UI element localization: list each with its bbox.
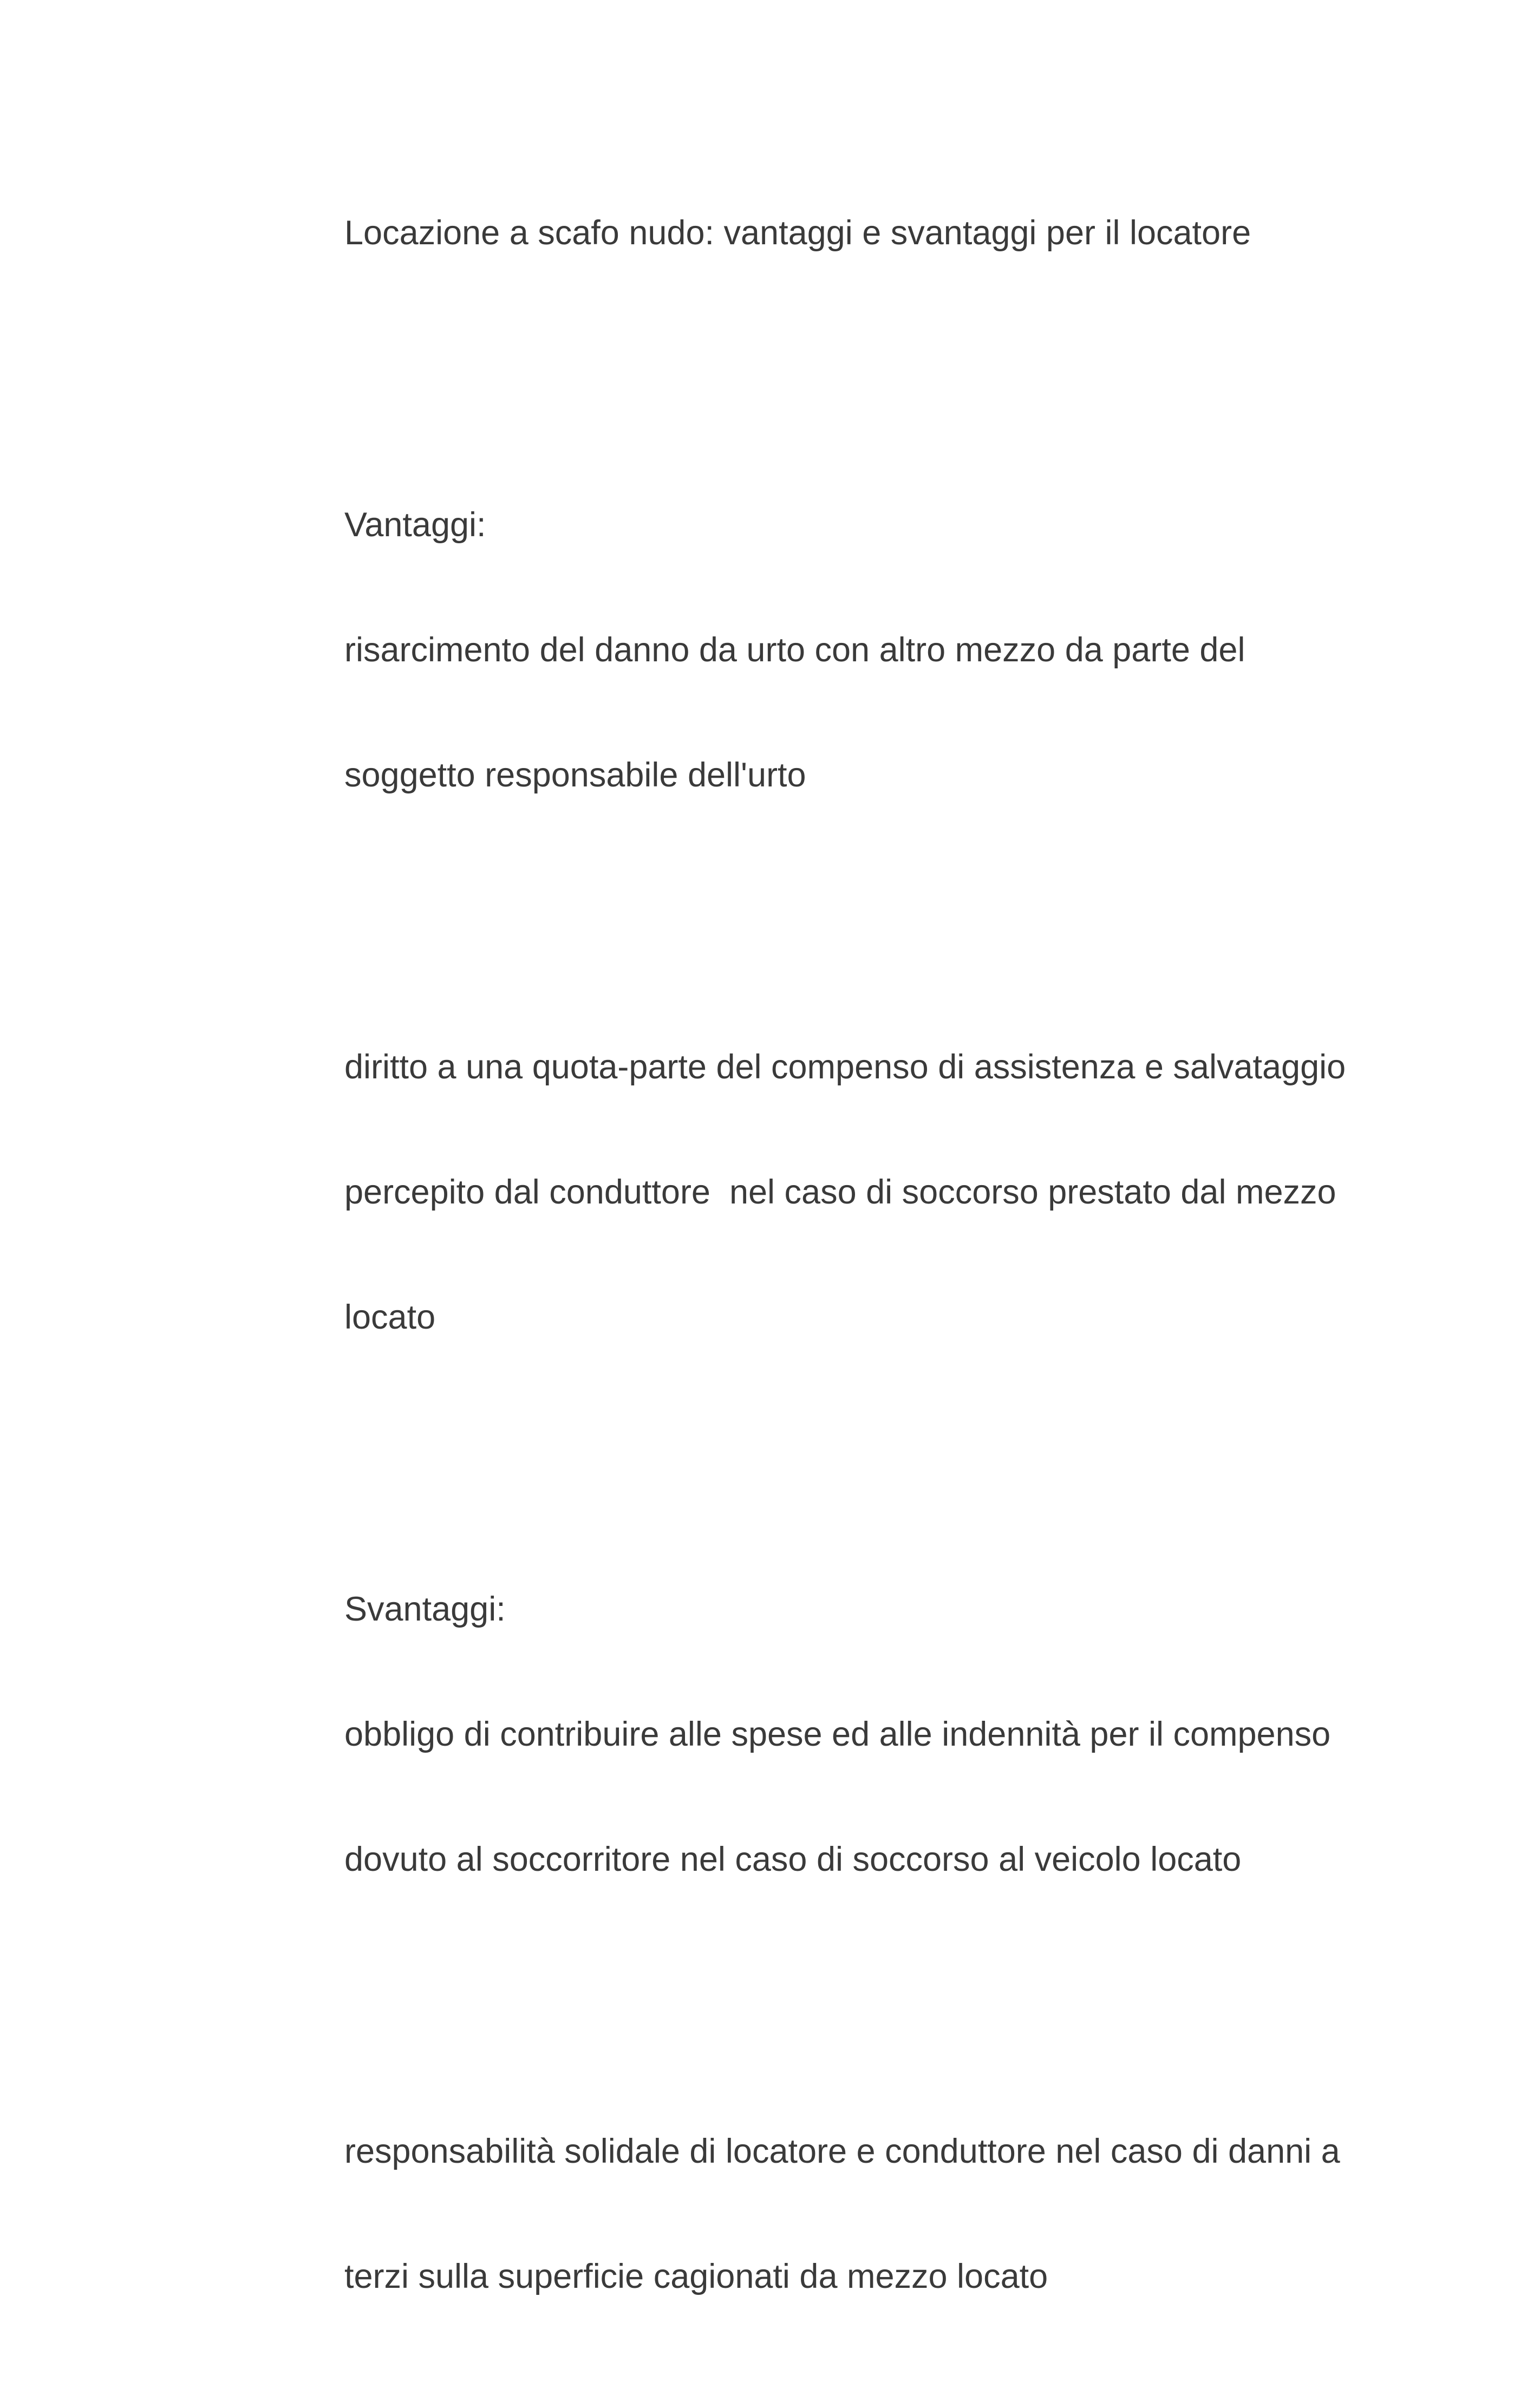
- advantage-2-line-2: percepito dal conduttore nel caso di soccorso prestato dal mezzo: [344, 1173, 1336, 1211]
- disadvantages-heading: Svantaggi:: [344, 1590, 506, 1628]
- blank-line: [344, 337, 1427, 379]
- blank-line: [344, 1422, 1427, 1463]
- blank-line: [344, 1964, 1427, 2006]
- disadvantage-2-line-1: responsabilità solidale di locatore e conduttore nel caso di danni a: [344, 2132, 1340, 2170]
- disadvantage-1-line-1: obbligo di contribuire alle spese ed alle indennità per il compenso: [344, 1715, 1331, 1753]
- advantages-heading: Vantaggi:: [344, 506, 486, 544]
- advantage-2-line-3: locato: [344, 1298, 436, 1336]
- blank-line: [344, 880, 1427, 921]
- slide-title: Locazione a scafo nudo: vantaggi e svantaggi per il locatore: [344, 214, 1251, 252]
- advantage-2-line-1: diritto a una quota-parte del compenso di assistenza e salvataggio: [344, 1048, 1346, 1086]
- disadvantage-2-line-2: terzi sulla superficie cagionati da mezzo locato: [344, 2258, 1048, 2295]
- advantage-1-line-1: risarcimento del danno da urto con altro mezzo da parte del: [344, 631, 1245, 669]
- advantage-1-line-2: soggetto responsabile dell'urto: [344, 756, 806, 794]
- slide-text-body: [344, 129, 1427, 2381]
- disadvantage-1-line-2: dovuto al soccorritore nel caso di soccorso al veicolo locato: [344, 1840, 1242, 1878]
